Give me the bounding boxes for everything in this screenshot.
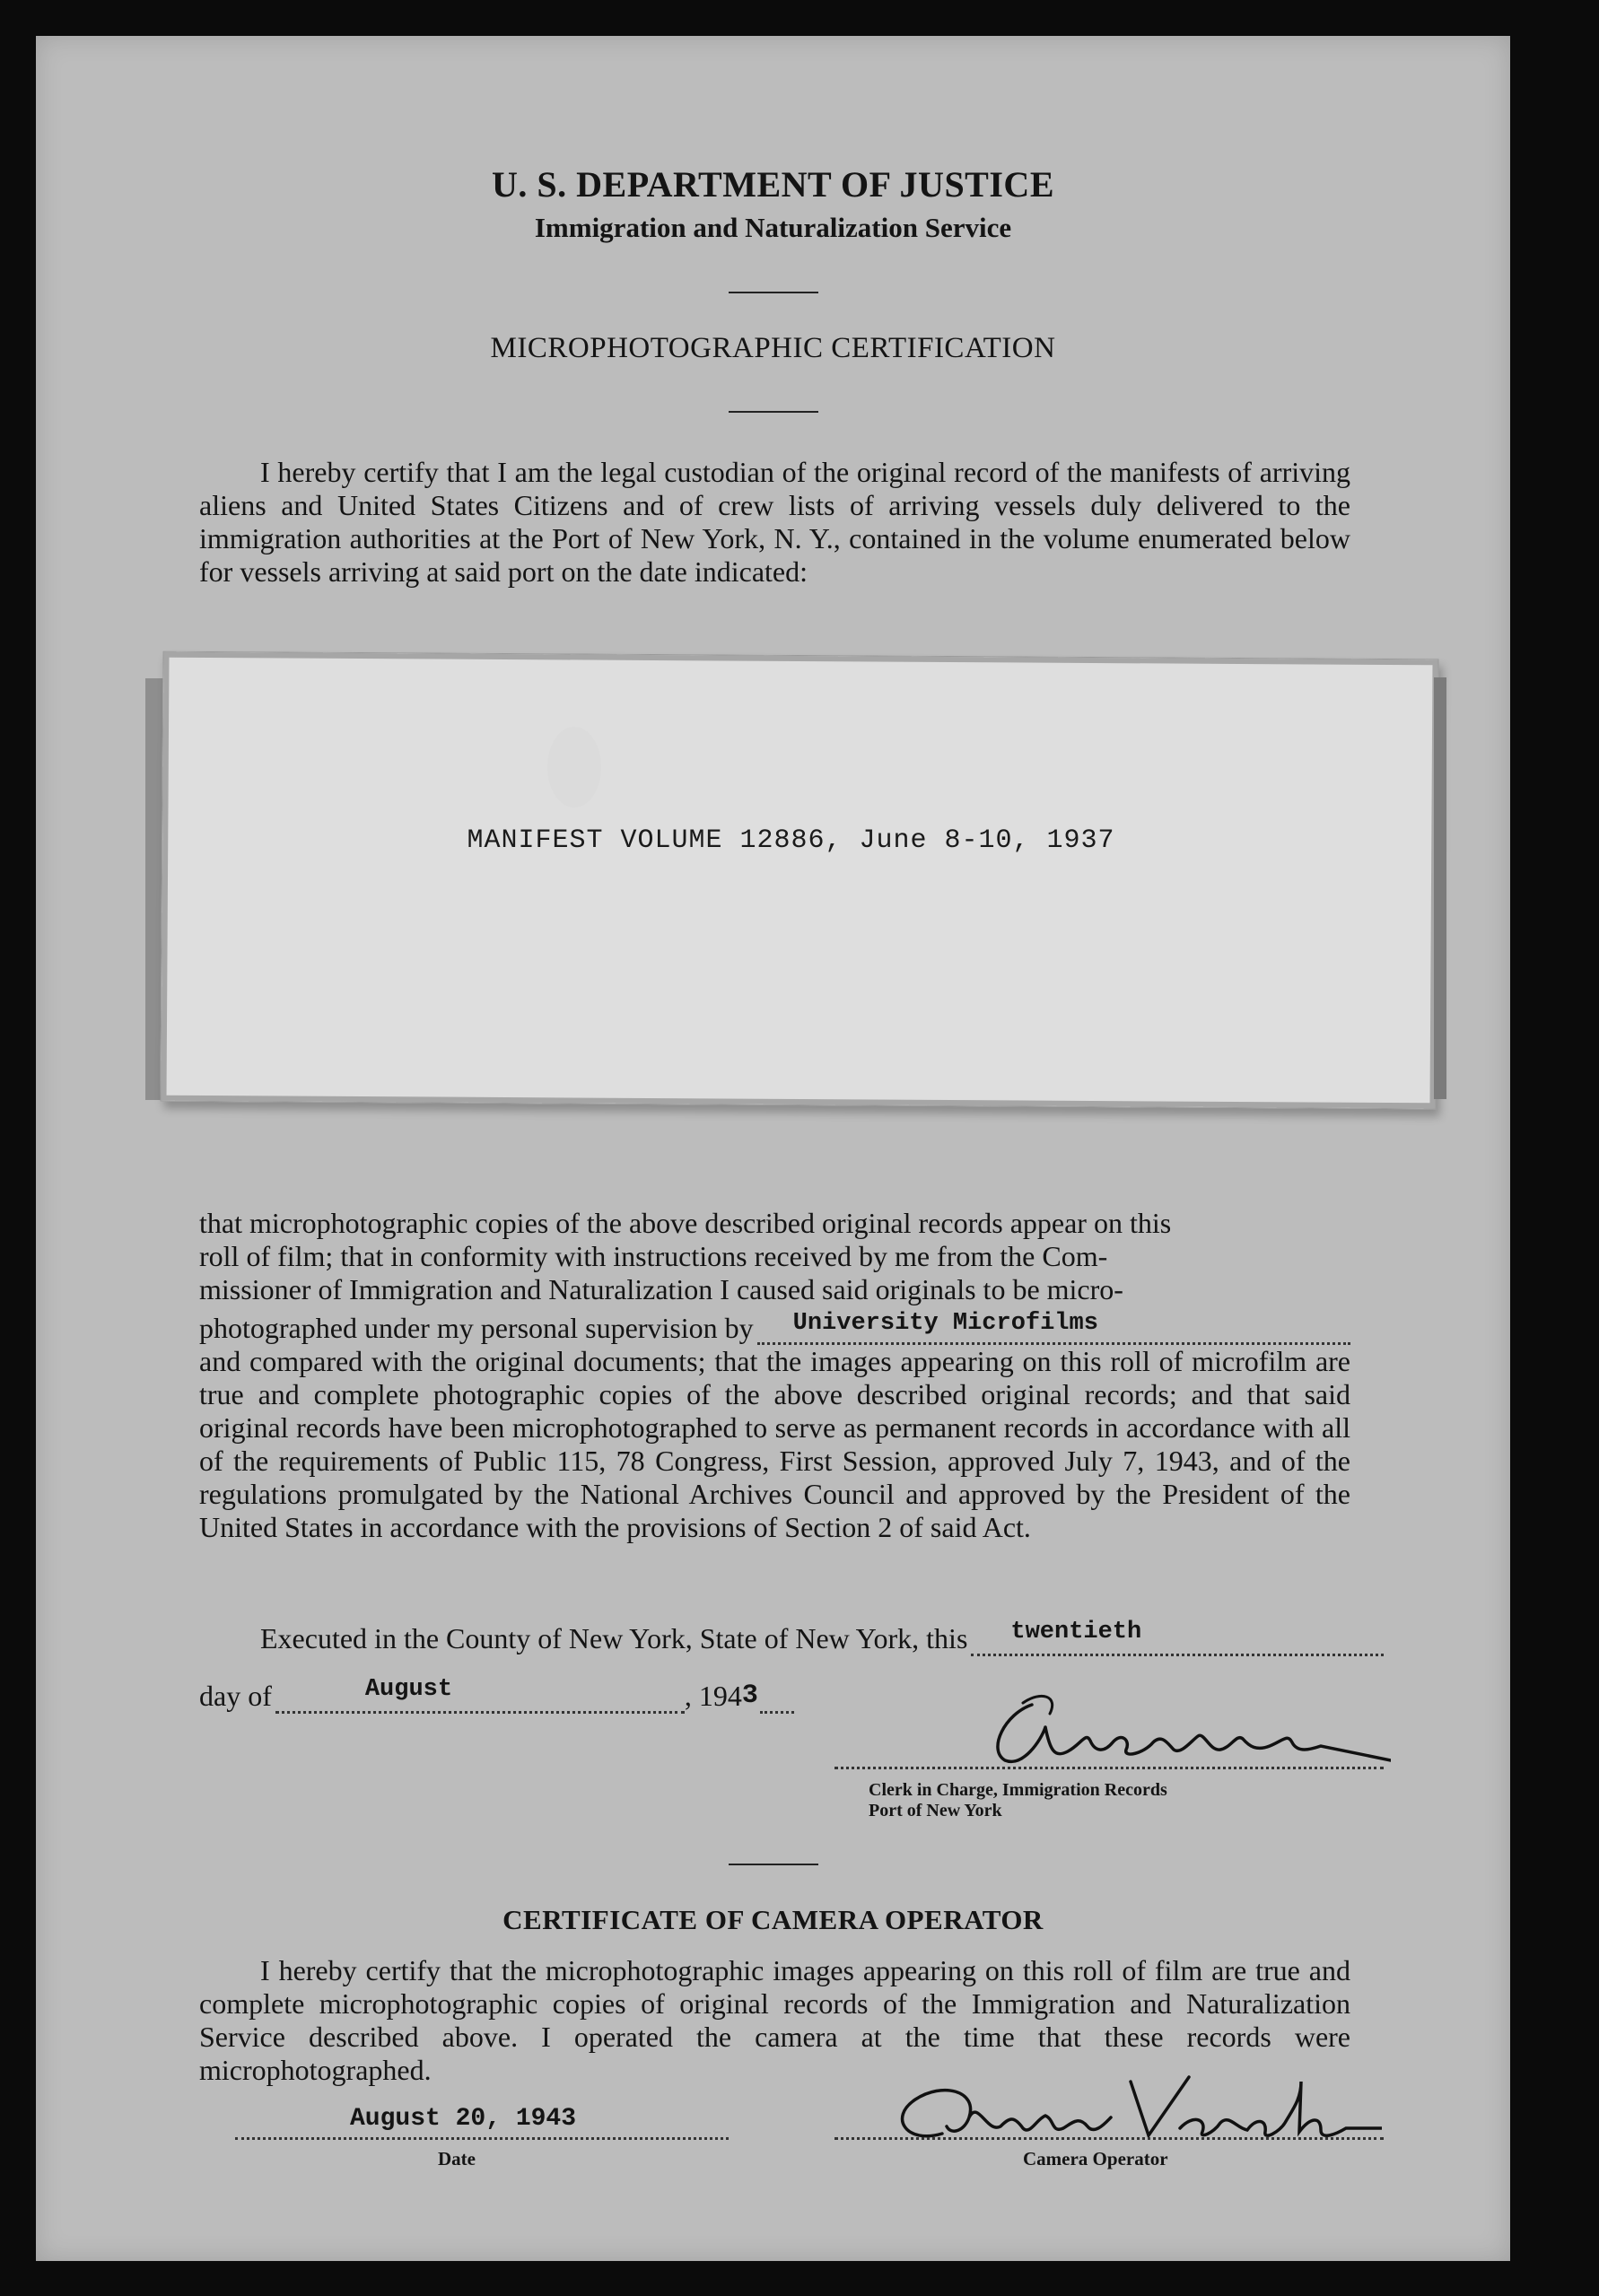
year-prefix: , 194 <box>684 1680 742 1712</box>
department-title: U. S. DEPARTMENT OF JUSTICE <box>492 164 1054 205</box>
microfilm-company: University Microfilms <box>792 1310 1098 1337</box>
divider-rule <box>729 411 818 413</box>
divider-rule <box>729 292 818 293</box>
executed-line <box>260 1620 1384 1656</box>
executed-month: August <box>364 1676 453 1703</box>
divider-rule <box>729 1864 818 1865</box>
executed-label: Executed in the County of New York, State of New York, this <box>260 1622 968 1654</box>
paper-blemish <box>547 727 601 808</box>
manifest-volume-text: MANIFEST VOLUME 12886, June 8-10, 1937 <box>467 825 1115 856</box>
executed-day: twentieth <box>1010 1619 1142 1646</box>
supervision-label: photographed under my personal supervision by <box>199 1312 754 1344</box>
statement-rest: and compared with the original documents; that the images appearing on this roll of microfilm are true and complete photographic copies of the above described original records; and that said original records have been microphotographed to serve as permanent records in accordance with all of the requirements of Public 115, 78 Congress, First Session, approved July 7, 1943, and of the regulations promulgated by the National Archives Council and approved by the President of the United States in accordance with the provisions of Section 2 of said Act. <box>199 1345 1350 1543</box>
certificate-date: August 20, 1943 <box>350 2105 577 2133</box>
day-of-line <box>199 1678 794 1714</box>
camera-certificate-text: I hereby certify that the microphotographic images appearing on this roll of film are true and complete microphotographic copies of original records of the Immigration and Naturalization Service described above. I operated the camera at the time that these records were microphotographed. <box>199 1954 1350 2086</box>
operator-signature-line <box>834 2137 1384 2140</box>
microfilm-statement <box>199 1207 1350 1544</box>
camera-certificate-title: CERTIFICATE OF CAMERA OPERATOR <box>502 1904 1044 1935</box>
statement-line: missioner of Immigration and Naturalization I caused said originals to be micro- <box>199 1273 1123 1305</box>
camera-operator-label: Camera Operator <box>1023 2148 1168 2169</box>
camera-operator-signature <box>879 2064 1382 2153</box>
date-label: Date <box>438 2148 476 2169</box>
clerk-title <box>869 1780 1167 1821</box>
year-digit: 3 <box>741 1681 758 1711</box>
day-of-label: day of <box>199 1680 272 1712</box>
certificate-page <box>36 36 1510 2261</box>
statement-line: that microphotographic copies of the above described original records appear on this <box>199 1207 1172 1239</box>
year-fill-line <box>760 1686 794 1714</box>
service-subtitle: Immigration and Naturalization Service <box>534 212 1012 243</box>
date-signature-line <box>235 2137 729 2140</box>
statement-line <box>199 1312 1350 1345</box>
company-fill-line <box>757 1310 1350 1345</box>
month-fill-line <box>275 1676 685 1714</box>
slip-shadow-right <box>1434 677 1446 1099</box>
clerk-signature-line <box>834 1767 1384 1769</box>
day-fill-line <box>971 1619 1384 1656</box>
volume-slip <box>160 651 1438 1110</box>
statement-line: roll of film; that in conformity with instructions received by me from the Com- <box>199 1240 1108 1272</box>
clerk-port-line: Port of New York <box>869 1801 1002 1820</box>
clerk-signature <box>969 1687 1391 1772</box>
certification-title: MICROPHOTOGRAPHIC CERTIFICATION <box>490 332 1056 364</box>
custodian-statement: I hereby certify that I am the legal custodian of the original record of the manifests of arriving aliens and United States Citizens and of crew lists of arriving vessels duly delivered to the immigration authorities at the Port of New York, N. Y., contained in the volume enumerated below for vessels arriving at said port on the date indicated: <box>199 456 1350 588</box>
clerk-title-line: Clerk in Charge, Immigration Records <box>869 1780 1167 1800</box>
